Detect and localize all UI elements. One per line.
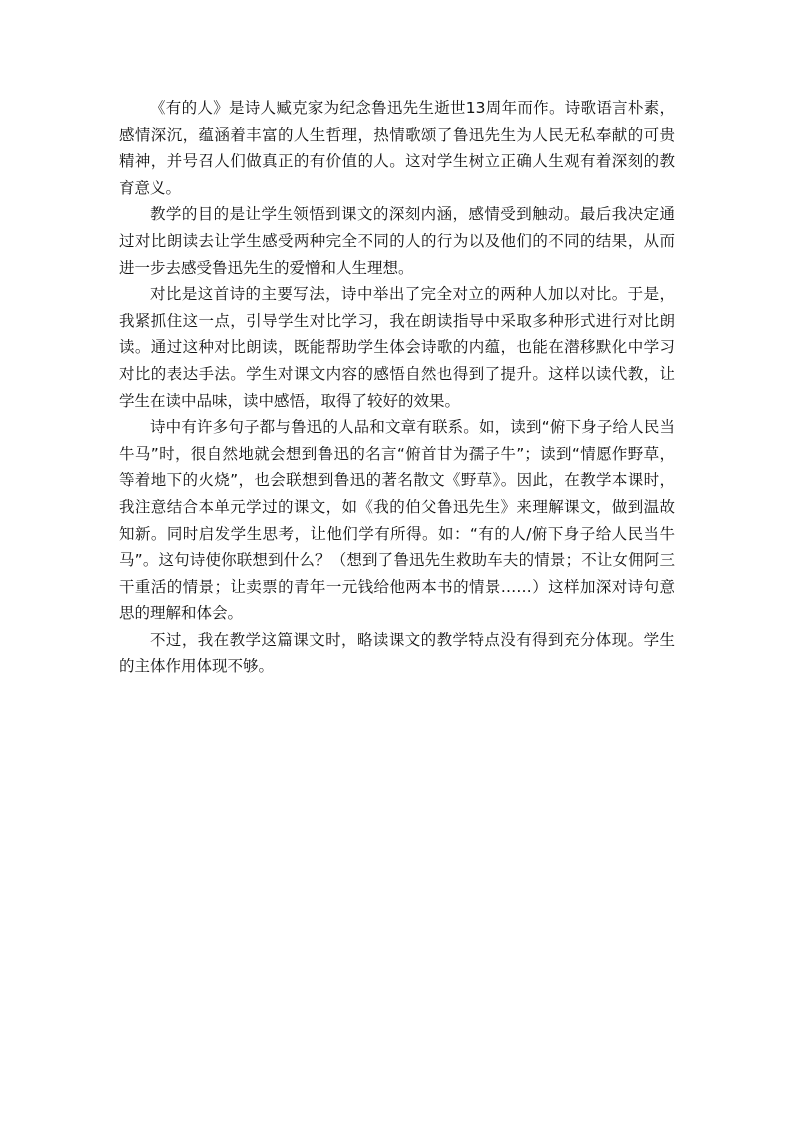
- paragraph-1: 《有的人》是诗人臧克家为纪念鲁迅先生逝世13周年而作。诗歌语言朴素，感情深沉，蕴涵着丰富的人生哲理，热情歌颂了鲁迅先生为人民无私奉献的可贵精神，并号召人们做真正的有价值的人。这对学生树立正确人生观有着深刻的教育意义。: [119, 99, 675, 197]
- paragraph-4: 诗中有许多句子都与鲁迅的人品和文章有联系。如，读到“俯下身子给人民当牛马”时，很自然地就会想到鲁迅的名言“俯首甘为孺子牛”；读到“情愿作野草，等着地下的火烧”，也会联想到鲁迅的著名散文《野草》。因此，在教学本课时，我注意结合本单元学过的课文，如《我的伯父鲁迅先生》来理解课文，做到温故知新。同时启发学生思考，让他们学有所得。如：“有的人/俯下身子给人民当牛马”。这句诗使你联想到什么？（想到了鲁迅先生救助车夫的情景；不让女佣阿三干重活的情景；让卖票的青年一元钱给他两本书的情景……）这样加深对诗句意思的理解和体会。: [119, 418, 675, 623]
- document-body: [119, 95, 675, 680]
- paragraph-2: 教学的目的是让学生领悟到课文的深刻内涵，感情受到触动。最后我决定通过对比朗读去让学生感受两种完全不同的人的行为以及他们的不同的结果，从而进一步去感受鲁迅先生的爱憎和人生理想。: [119, 205, 675, 277]
- paragraph-3: 对比是这首诗的主要写法，诗中举出了完全对立的两种人加以对比。于是，我紧抓住这一点，引导学生对比学习，我在朗读指导中采取多种形式进行对比朗读。通过这种对比朗读，既能帮助学生体会诗歌的内蕴，也能在潜移默化中学习对比的表达手法。学生对课文内容的感悟自然也得到了提升。这样以读代教，让学生在读中品味，读中感悟，取得了较好的效果。: [119, 285, 675, 410]
- paragraph-5: 不过，我在教学这篇课文时，略读课文的教学特点没有得到充分体现。学生的主体作用体现不够。: [119, 630, 675, 676]
